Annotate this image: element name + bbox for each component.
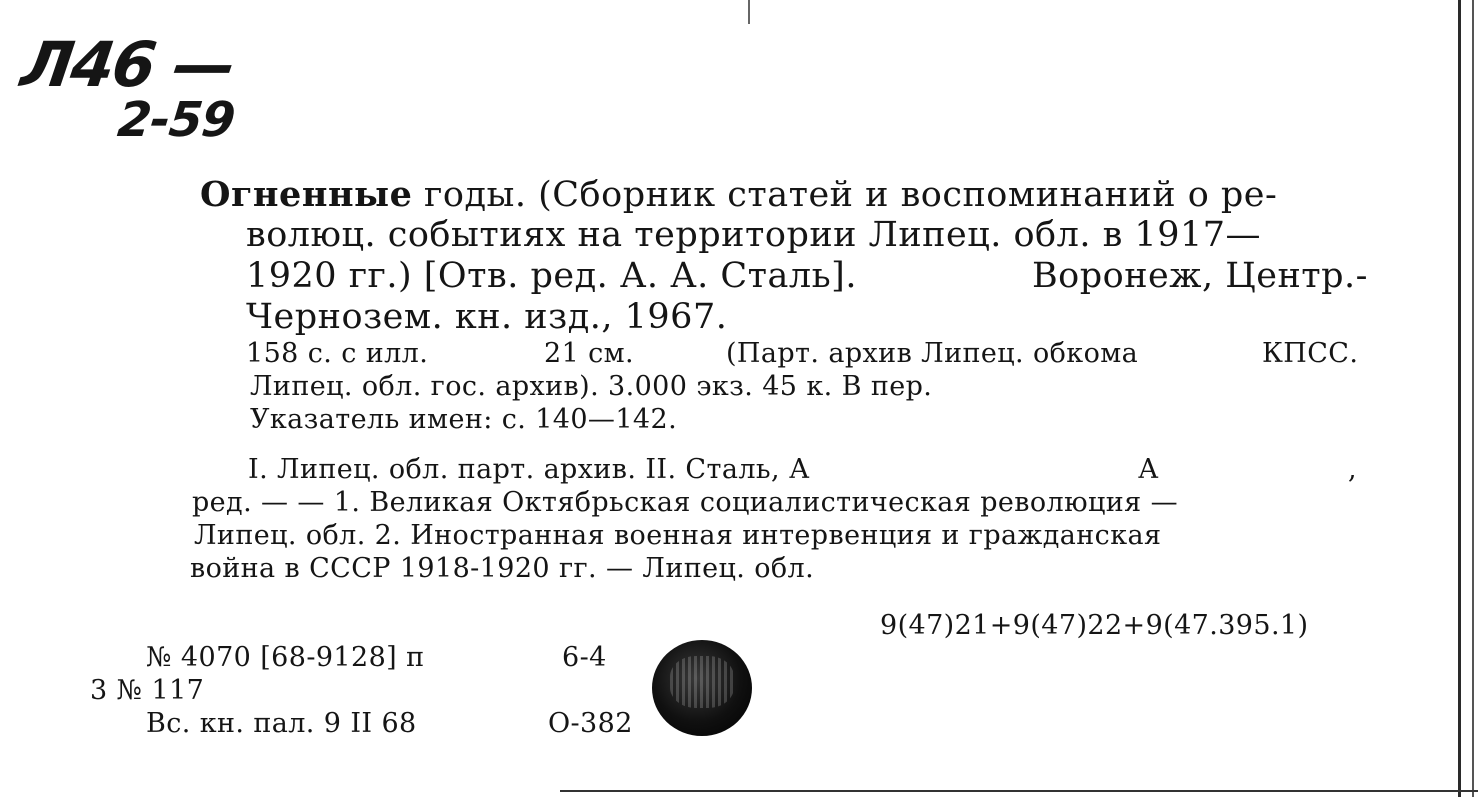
collation-archive: (Парт. архив Липец. обкома [726,338,1139,369]
card-edge-right-outer [1472,0,1474,797]
entry-line-1 [200,174,1277,215]
tracing-line-2: ред. — — 1. Великая Октябрьская социалистическая революция — [192,487,1178,518]
tracing-line-4: война в СССР 1918-1920 гг. — Липец. обл. [190,553,815,584]
entry-line-1-rest: годы. (Сборник статей и воспоминаний о ре- [412,175,1278,215]
ink-stamp [652,640,752,736]
entry-line-3-right: Воронеж, Центр.- [1031,256,1368,296]
classification-index: 9(47)21+9(47)22+9(47.395.1) [880,610,1309,641]
imprint-chamber: Вс. кн. пал. 9 II 68 [146,708,417,739]
entry-title-bold: Огненные [200,174,413,215]
tracing-line-1-comma: , [1348,454,1357,485]
imprint-code: 6-4 [562,642,607,673]
imprint-order-number: № 4070 [68-9128] п [146,642,425,673]
card-edge-bottom [560,790,1478,792]
shelf-mark-bottom: 2-59 [115,92,238,148]
shelf-mark-top: Л46 — [16,28,239,101]
collation-line-2: Липец. обл. гос. архив). 3.000 экз. 45 к. В пер. [250,371,933,402]
entry-line-4: Чернозем. кн. изд., 1967. [246,297,728,337]
collation-kpss: КПСС. [1262,338,1359,369]
entry-line-2: волюц. событиях на территории Липец. обл. в 1917— [246,215,1261,255]
tracing-line-1-initial: А [1138,454,1159,485]
tracing-line-3: Липец. обл. 2. Иностранная военная интервенция и гражданская [194,520,1162,551]
tracing-line-1: I. Липец. обл. парт. архив. II. Сталь, А [248,454,810,485]
collation-index: Указатель имен: с. 140—142. [250,404,678,435]
imprint-line-2: 3 № 117 [90,675,205,706]
imprint-author-mark: О-382 [548,708,633,739]
collation-size: 21 см. [544,338,635,369]
card-edge-top [748,0,750,24]
entry-line-3 [246,256,1368,296]
collation-pages: 158 с. с илл. [246,338,429,369]
card-edge-right [1458,0,1461,797]
entry-line-3-left: 1920 гг.) [Отв. ред. А. А. Сталь]. [246,256,857,296]
